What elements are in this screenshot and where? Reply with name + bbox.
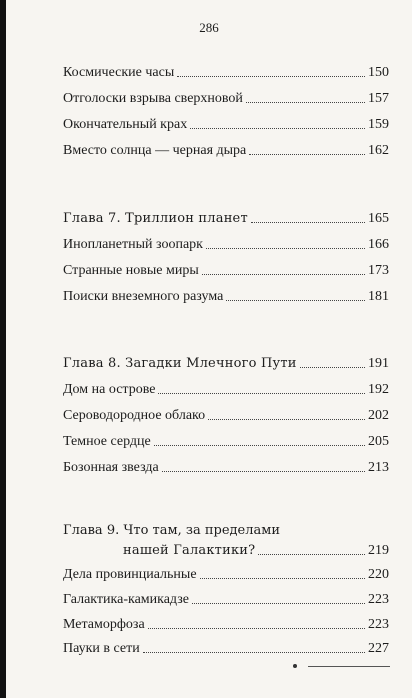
dot-leader <box>249 154 365 155</box>
toc-entry-page: 159 <box>368 117 389 132</box>
footer-bullet <box>293 664 297 668</box>
toc-entry <box>63 286 389 306</box>
toc-entry-title: Инопланетный зоопарк <box>63 237 203 252</box>
dot-leader <box>154 445 365 446</box>
toc-entry <box>63 564 389 584</box>
toc-entry-page: 213 <box>368 460 389 475</box>
toc-entry <box>63 114 389 134</box>
dot-leader <box>208 419 365 420</box>
dot-leader <box>251 222 365 223</box>
toc-entry-page: 173 <box>368 263 389 278</box>
dot-leader <box>258 554 365 555</box>
dot-leader <box>202 274 365 275</box>
dot-leader <box>192 603 365 604</box>
toc-entry-page: 150 <box>368 65 389 80</box>
toc-entry <box>63 62 389 82</box>
toc-entry <box>63 405 389 425</box>
dot-leader <box>246 102 365 103</box>
toc-entry-title: Бозонная звезда <box>63 460 159 475</box>
toc-entry-title: Пауки в сети <box>63 641 140 656</box>
toc-entry-page: 223 <box>368 592 389 607</box>
toc-chapter-entry <box>63 208 389 228</box>
toc-chapter-title: Глава 8. Загадки Млечного Пути <box>63 356 297 371</box>
toc-entry <box>63 431 389 451</box>
toc-entry-title: Темное сердце <box>63 434 151 449</box>
dot-leader <box>143 652 365 653</box>
toc-entry-title: Окончательный крах <box>63 117 188 132</box>
toc-entry-title: Отголоски взрыва сверхновой <box>63 91 243 106</box>
toc-entry-page: 162 <box>368 143 389 158</box>
toc-chapter-title-continued: нашей Галактики? <box>123 543 256 558</box>
dot-leader <box>200 578 365 579</box>
toc-chapter-entry <box>63 540 389 560</box>
toc-entry-page: 191 <box>368 356 389 371</box>
toc-entry-title: Галактика-камикадзе <box>63 592 189 607</box>
footer-rule <box>308 666 390 667</box>
dot-leader <box>206 248 365 249</box>
dot-leader <box>190 128 365 129</box>
toc-entry-page: 166 <box>368 237 389 252</box>
page-number: 286 <box>199 20 219 35</box>
toc-chapter-title: Глава 9. Что там, за пределами <box>63 523 281 538</box>
toc-entry <box>63 88 389 108</box>
toc-entry-title: Странные новые миры <box>63 263 199 278</box>
toc-entry <box>63 260 389 280</box>
toc-entry <box>63 638 389 658</box>
toc-entry-page: 227 <box>368 641 389 656</box>
toc-entry-title: Метаморфоза <box>63 617 145 632</box>
toc-entry-page: 205 <box>368 434 389 449</box>
toc-entry-title: Сероводородное облако <box>63 408 206 423</box>
toc-entry-title: Поиски внеземного разума <box>63 289 224 304</box>
toc-entry <box>63 234 389 254</box>
toc-entry <box>63 457 389 477</box>
dot-leader <box>148 628 365 629</box>
toc-entry-title: Дела провинциальные <box>63 567 197 582</box>
toc-entry-page: 202 <box>368 408 389 423</box>
dot-leader <box>300 367 365 368</box>
toc-entry-page: 181 <box>368 289 389 304</box>
toc-entry-page: 157 <box>368 91 389 106</box>
toc-entry-page: 165 <box>368 211 389 226</box>
toc-entry <box>63 614 389 634</box>
dot-leader <box>177 76 365 77</box>
toc-entry-title: Дом на острове <box>63 382 156 397</box>
toc-entry <box>63 589 389 609</box>
toc-entry <box>63 379 389 399</box>
dot-leader <box>226 300 365 301</box>
toc-entry-title: Космические часы <box>63 65 175 80</box>
dot-leader <box>158 393 365 394</box>
dot-leader <box>162 471 365 472</box>
toc-entry <box>63 140 389 160</box>
toc-chapter-entry <box>63 353 389 373</box>
toc-entry-title: Вместо солнца — черная дыра <box>63 143 247 158</box>
toc-entry-page: 223 <box>368 617 389 632</box>
toc-chapter-title: Глава 7. Триллион планет <box>63 211 248 226</box>
book-page <box>6 0 412 698</box>
toc-entry-page: 219 <box>368 543 389 558</box>
toc-entry-page: 192 <box>368 382 389 397</box>
toc-entry-page: 220 <box>368 567 389 582</box>
